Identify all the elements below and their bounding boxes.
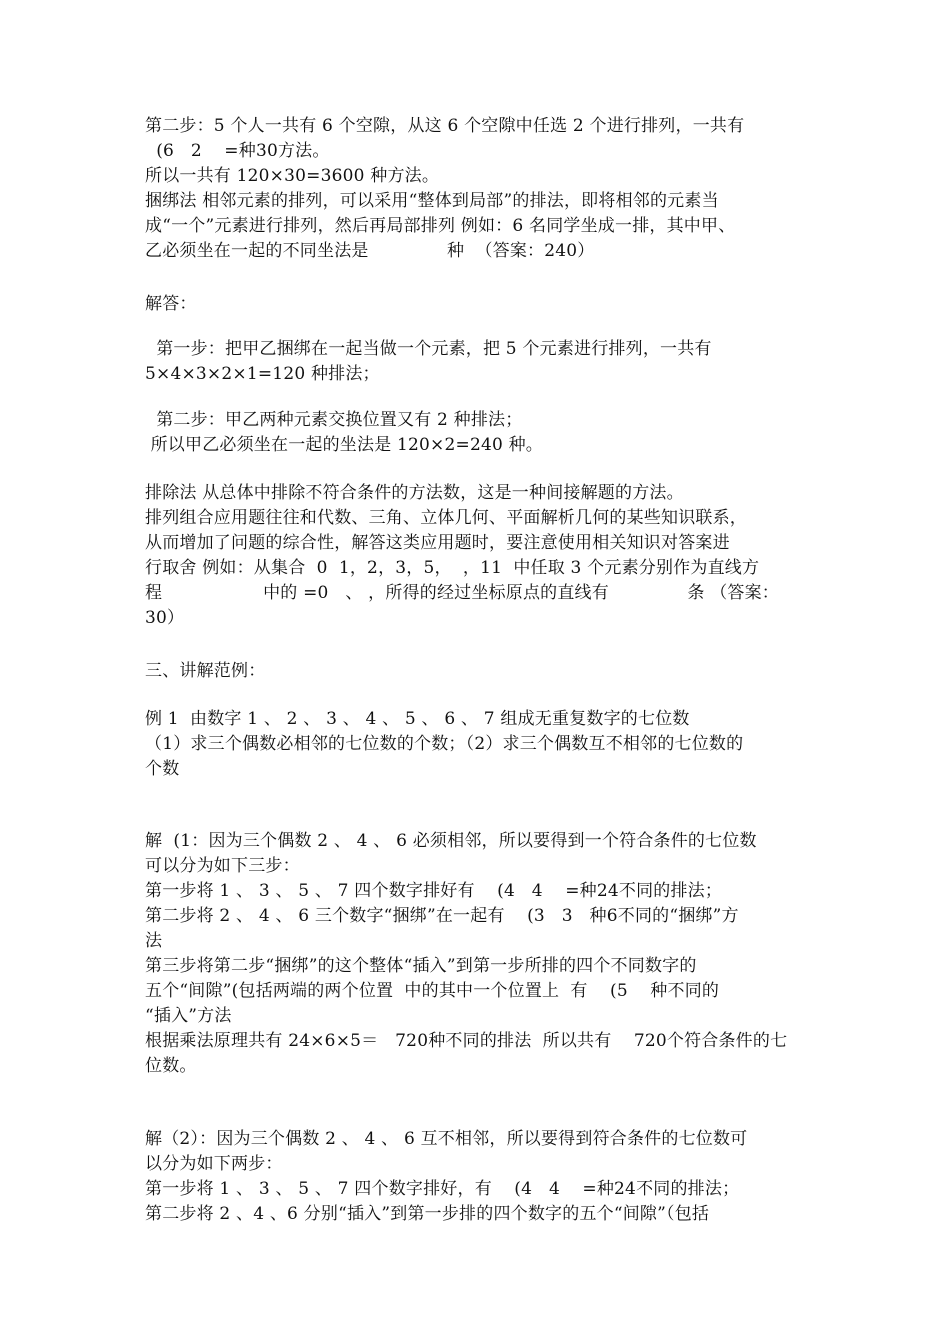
text-line: 第二步将 2 、4 、6 分别“插入”到第一步排的四个数字的五个“间隙”（包括 (145, 1204, 710, 1224)
text-line: (6 2 =种30方法。 (145, 141, 330, 161)
text-line: 解答： (145, 294, 197, 314)
text-line: 解 (1：因为三个偶数 2 、 4 、 6 必须相邻，所以要得到一个符合条件的七位数 (145, 831, 757, 851)
section-heading: 三、讲解范例： (145, 661, 266, 681)
text-line: 程 中的 =0 、 ，所得的经过坐标原点的直线有 条 （答案： (145, 583, 780, 603)
text-line: 例 1 由数字 1 、 2 、 3 、 4 、 5 、 6 、 7 组成无重复数字的七位数 (145, 709, 690, 729)
text-line: 5×4×3×2×1=120 种排法； (145, 364, 380, 384)
text-line: 位数。 (145, 1056, 197, 1076)
text-line: 第一步将 1 、 3 、 5 、 7 四个数字排好，有 (4 4 =种24不同的排法； (145, 1179, 740, 1199)
text-line: 第三步将第二步“捆绑”的这个整体“插入”到第一步所排的四个不同数字的 (145, 956, 697, 976)
text-line: 行取舍 例如：从集合 0 1，2，3，5， ，11 中任取 3 个元素分别作为直线方 (145, 558, 760, 578)
text-line: 第一步：把甲乙捆绑在一起当做一个元素，把 5 个元素进行排列，一共有 (145, 339, 712, 359)
text-line: 第二步将 2 、 4 、 6 三个数字“捆绑”在一起有 (3 3 种6不同的“捆绑”方 (145, 906, 739, 926)
text-line: “插入”方法 (145, 1006, 232, 1026)
text-line: （1）求三个偶数必相邻的七位数的个数；（2）求三个偶数互不相邻的七位数的 (145, 734, 744, 754)
text-line: 30） (145, 608, 185, 628)
text-line: 第二步：甲乙两种元素交换位置又有 2 种排法； (145, 410, 523, 430)
text-line: 捆绑法 相邻元素的排列，可以采用“整体到局部”的排法，即将相邻的元素当 (145, 191, 719, 211)
text-line: 法 (145, 931, 163, 951)
text-line: 个数 (145, 759, 180, 779)
text-line: 所以一共有 120×30=3600 种方法。 (145, 166, 440, 186)
text-line: 成“一个”元素进行排列，然后再局部排列 例如：6 名同学坐成一排，其中甲、 (145, 216, 736, 236)
text-line: 第一步将 1 、 3 、 5 、 7 四个数字排好有 (4 4 =种24不同的排法； (145, 881, 723, 901)
text-line: 可以分为如下三步： (145, 856, 300, 876)
text-line: 第二步：5 个人一共有 6 个空隙，从这 6 个空隙中任选 2 个进行排列，一共有 (145, 116, 745, 136)
text-line: 解（2）：因为三个偶数 2 、 4 、 6 互不相邻，所以要得到符合条件的七位数可 (145, 1129, 748, 1149)
text-line: 五个“间隙”(包括两端的两个位置 中的其中一个位置上 有 (5 种不同的 (145, 981, 720, 1001)
text-line: 根据乘法原理共有 24×6×5＝ 720种不同的排法 所以共有 720个符合条件的七 (145, 1031, 788, 1051)
text-line: 从而增加了问题的综合性，解答这类应用题时，要注意使用相关知识对答案进 (145, 533, 730, 553)
text-line: 排除法 从总体中排除不符合条件的方法数，这是一种间接解题的方法。 (145, 483, 684, 503)
text-line: 乙必须坐在一起的不同坐法是 种 （答案：240） (145, 241, 595, 261)
text-line: 所以甲乙必须坐在一起的坐法是 120×2=240 种。 (145, 435, 544, 455)
text-line: 以分为如下两步： (145, 1154, 283, 1174)
text-line: 排列组合应用题往往和代数、三角、立体几何、平面解析几何的某些知识联系， (145, 508, 747, 528)
